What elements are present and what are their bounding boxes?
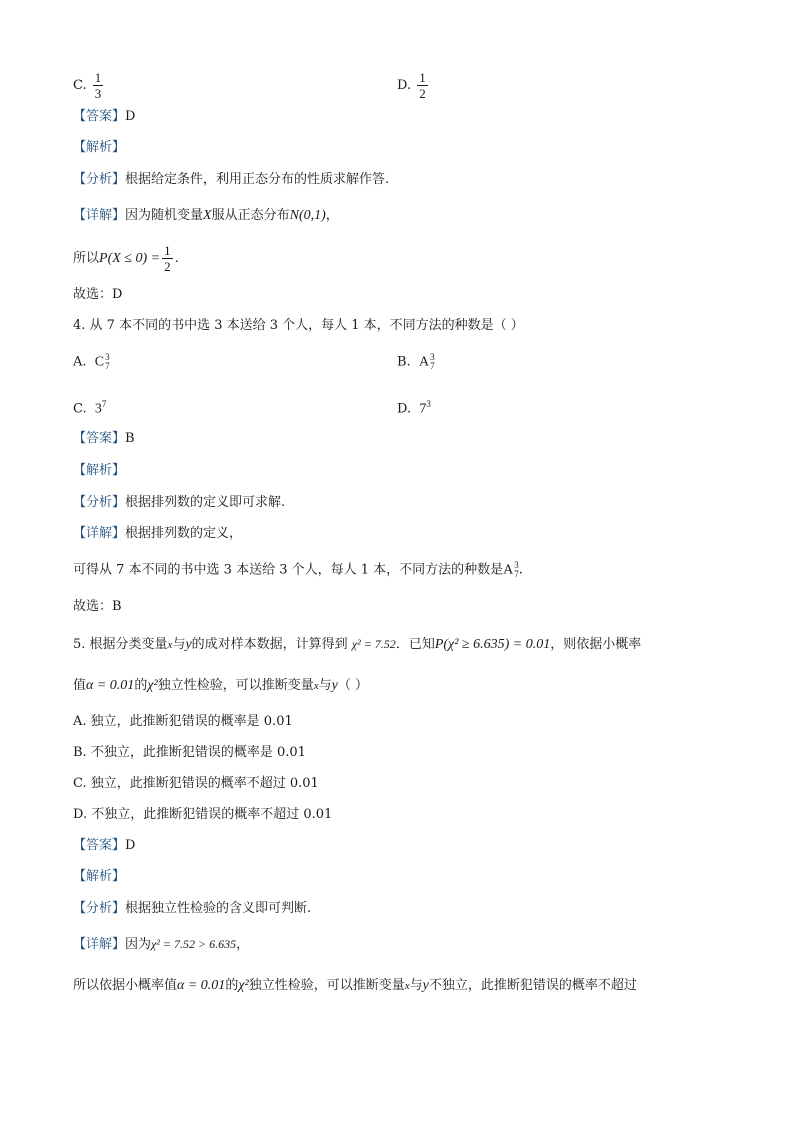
q5-stem-line2 <box>73 677 368 695</box>
analysis-tag: 【解析】 <box>73 140 126 155</box>
question-stem: 的 <box>134 678 148 693</box>
fenxi-text: 根据给定条件，利用正态分布的性质求解作答. <box>125 172 390 187</box>
fraction <box>93 70 104 101</box>
math-var: y <box>422 978 429 993</box>
question-stem: 与 <box>172 637 186 652</box>
conclusion-text: 的 <box>225 978 239 993</box>
math-expr: α = 0.01 <box>86 678 135 693</box>
question-stem: 独立性检验，可以推断变量 <box>157 678 314 693</box>
q4-analysis-heading <box>73 462 125 480</box>
q5-xiangjie <box>73 935 249 954</box>
answer-tag: 【答案】 <box>73 109 126 124</box>
punct: . <box>518 562 523 578</box>
q4-fenxi <box>73 494 285 512</box>
xiangjie-tag: 【详解】 <box>73 526 126 541</box>
fenxi-tag: 【分析】 <box>73 172 126 187</box>
choose-text: 故选：D <box>73 287 123 302</box>
q4-option-b <box>397 353 435 372</box>
q3-choose <box>73 286 122 304</box>
q3-conclusion <box>73 243 179 274</box>
conclusion-text: 与 <box>409 978 423 993</box>
analysis-tag: 【解析】 <box>73 463 126 478</box>
q3-fenxi <box>73 171 389 189</box>
q5-option-d <box>73 806 332 824</box>
fraction <box>417 70 428 101</box>
superscript: 3 <box>514 560 519 570</box>
option-text: A. 独立，此推断犯错误的概率是 0.01 <box>73 714 293 729</box>
question-stem: 与 <box>318 678 332 693</box>
q3-xiangjie <box>73 207 339 225</box>
math-base: A <box>418 354 430 370</box>
option-text: D. 不独立，此推断犯错误的概率不超过 0.01 <box>73 807 333 822</box>
option-letter: D. <box>397 78 412 93</box>
option-text: C. 独立，此推断犯错误的概率不超过 0.01 <box>73 776 319 791</box>
answer-value: D <box>125 109 136 124</box>
result-text: 可得从 7 本不同的书中选 3 本送给 3 个人，每人 1 本，不同方法的种数是 <box>73 562 504 578</box>
math-base: 3 <box>94 401 102 417</box>
q5-option-c <box>73 775 319 793</box>
fraction <box>162 243 173 274</box>
math-var: x <box>404 980 410 992</box>
math-expr: χ² = 7.52 > 6.635 <box>151 937 237 951</box>
q3-answer <box>73 108 135 126</box>
q3-analysis-heading <box>73 139 125 157</box>
superscript: 3 <box>426 399 431 409</box>
q5-option-b <box>73 744 306 762</box>
math-expr: P(χ² ≥ 6.635) = 0.01 <box>434 637 551 652</box>
xiangjie-text: 因为随机变量 <box>125 208 204 223</box>
xiangjie-text: 服从正态分布 <box>211 208 290 223</box>
xiangjie-text: 根据排列数的定义， <box>125 526 243 541</box>
q4-option-d <box>397 395 431 418</box>
fenxi-text: 根据独立性检验的含义即可判断. <box>125 901 312 916</box>
q3-option-d <box>397 70 430 101</box>
option-letter: B. <box>397 354 411 370</box>
question-stem: 值 <box>73 678 87 693</box>
math-expr: P(X ≤ 0) = <box>99 251 161 266</box>
fenxi-text: 根据排列数的定义即可求解. <box>125 495 286 510</box>
answer-tag: 【答案】 <box>73 431 126 446</box>
math-base: A <box>503 562 514 578</box>
choose-text: 故选：B <box>73 599 122 614</box>
punct: ， <box>236 937 250 952</box>
fenxi-tag: 【分析】 <box>73 495 126 510</box>
fenxi-tag: 【分析】 <box>73 901 126 916</box>
analysis-tag: 【解析】 <box>73 869 126 884</box>
punct: ， <box>325 208 339 223</box>
q5-answer <box>73 837 135 855</box>
answer-value: B <box>125 431 135 446</box>
q5-stem-line1 <box>73 635 641 654</box>
punct: . <box>174 251 179 266</box>
math-var: x <box>313 680 319 692</box>
q5-conclusion <box>73 977 637 995</box>
numerator: 1 <box>419 70 426 85</box>
sup-sub <box>430 353 435 371</box>
answer-tag: 【答案】 <box>73 838 126 853</box>
q4-option-a <box>73 353 110 372</box>
xiangjie-tag: 【详解】 <box>73 208 126 223</box>
xiangjie-tag: 【详解】 <box>73 937 126 952</box>
q5-analysis-heading <box>73 868 125 886</box>
option-letter: A. <box>73 354 87 370</box>
q5-fenxi <box>73 900 311 918</box>
conclusion-text: 独立性检验，可以推断变量 <box>248 978 405 993</box>
q4-result <box>73 561 523 580</box>
math-base: C <box>94 354 105 370</box>
conclusion-text: 所以 <box>73 251 100 266</box>
option-letter: C. <box>73 78 87 93</box>
q3-option-c <box>73 70 105 101</box>
denominator: 2 <box>419 86 426 101</box>
math-var: X <box>203 208 212 223</box>
option-letter: D. <box>397 401 412 417</box>
option-text: B. 不独立，此推断犯错误的概率是 0.01 <box>73 745 306 760</box>
denominator: 3 <box>94 86 102 101</box>
xiangjie-text: 因为 <box>125 937 152 952</box>
question-stem: 5. 根据分类变量 <box>73 637 168 652</box>
superscript: 7 <box>101 399 107 409</box>
conclusion-text: 所以依据小概率值 <box>73 978 178 993</box>
q4-xiangjie <box>73 525 242 543</box>
sup-sub <box>105 353 110 371</box>
superscript: 3 <box>430 352 435 362</box>
subscript: 7 <box>514 569 519 579</box>
question-stem: ，则依据小概率 <box>550 637 642 652</box>
math-expr: χ² = 7.52 <box>351 637 396 651</box>
q4-choose <box>73 598 122 616</box>
math-base: 7 <box>419 401 427 417</box>
math-var: y <box>331 678 338 693</box>
math-var: y <box>185 637 192 652</box>
question-stem: 4. 从 7 本不同的书中选 3 本送给 3 个人，每人 1 本，不同方法的种数是（ ） <box>73 318 524 333</box>
math-expr: χ² <box>147 678 158 693</box>
q4-option-c <box>73 395 106 418</box>
answer-value: D <box>125 838 136 853</box>
q5-option-a <box>73 713 293 731</box>
conclusion-text: 不独立，此推断犯错误的概率不超过 <box>428 978 637 993</box>
question-stem: ．已知 <box>395 637 435 652</box>
question-stem: 的成对样本数据，计算得到 <box>191 637 348 652</box>
denominator: 2 <box>164 259 171 274</box>
subscript: 7 <box>105 361 110 371</box>
superscript: 3 <box>105 352 110 362</box>
math-var: x <box>167 639 173 651</box>
math-expr: α = 0.01 <box>177 978 226 993</box>
math-expr: N(0,1) <box>289 208 326 223</box>
subscript: 7 <box>430 361 435 371</box>
q4-stem <box>73 317 524 335</box>
q4-answer <box>73 430 135 448</box>
question-stem: （ ） <box>337 678 368 693</box>
option-letter: C. <box>73 401 87 417</box>
numerator: 1 <box>94 70 102 85</box>
numerator: 1 <box>164 243 171 258</box>
math-expr: χ² <box>238 978 249 993</box>
